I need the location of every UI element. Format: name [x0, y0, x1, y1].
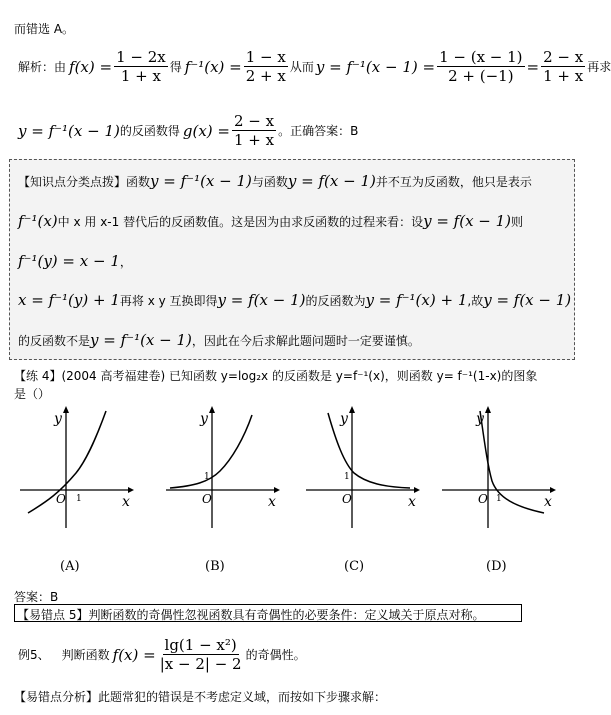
knowledge-line5 [18, 331, 420, 349]
knowledge-expr2: y = f(x − 1) [287, 172, 376, 190]
knowledge-line4 [18, 291, 571, 309]
graph-a-one: 1 [76, 494, 82, 504]
graph-c-origin: O [342, 492, 352, 506]
exercise-line2: 是（） [14, 387, 51, 401]
equals-sign: = [526, 57, 540, 76]
y2-numerator: 2 − x [543, 48, 584, 66]
graph-b-origin: O [202, 492, 212, 506]
graph-d [440, 403, 560, 533]
knowledge-expr7: y = f(x − 1) [217, 291, 306, 309]
finv-fraction [244, 48, 288, 85]
knowledge-expr3: f⁻¹(x) [18, 212, 58, 230]
graph-a-origin: O [56, 492, 66, 506]
y-fraction [437, 48, 524, 85]
answer-line: 答案：B [14, 590, 59, 604]
exercise-line1: 【练 4】(2004 高考福建卷) 已知函数 y=log₂x 的反函数是 y=f⁻¹(x)，则函数 y= f⁻¹(1-x)的图象 [14, 369, 538, 383]
analysis-tail: 再求 [587, 60, 611, 74]
knowledge-text4: 则 [511, 214, 524, 229]
g-numerator: 2 − x [234, 112, 275, 130]
finv-denominator: 2 + x [245, 67, 286, 85]
graph-d-origin: O [478, 492, 488, 506]
graph-label-a: (A) [60, 559, 80, 574]
knowledge-line2 [18, 212, 523, 230]
knowledge-text2: 并不互为反函数，他只是表示 [375, 174, 532, 189]
y-denominator: 2 + (−1) [448, 67, 514, 85]
g-fraction [232, 112, 276, 149]
graph-b-one: 1 [204, 472, 210, 482]
y-numerator: 1 − (x − 1) [439, 48, 523, 66]
graph-label-d: (D) [486, 559, 507, 574]
knowledge-expr8: y = f⁻¹(x) + 1 [365, 291, 468, 309]
g-lhs: g(x) = [182, 121, 230, 140]
knowledge-line3 [18, 252, 132, 270]
f-numerator: 1 − 2x [116, 48, 166, 66]
inverse-text1: 的反函数得 [119, 124, 180, 138]
example5-tail: 的奇偶性。 [245, 648, 306, 662]
knowledge-text7: 的反函数为 [305, 293, 366, 308]
knowledge-expr9: y = f(x − 1) [483, 291, 572, 309]
knowledge-expr6: x = f⁻¹(y) + 1 [18, 291, 120, 309]
graph-b-y-label: y [200, 411, 208, 427]
knowledge-expr5: f⁻¹(y) = x − 1 [18, 252, 120, 270]
example5-line [18, 636, 306, 673]
example5-text: 判断函数 [61, 648, 110, 662]
graph-d-one: 1 [496, 494, 502, 504]
knowledge-head: 【知识点分类点拨】函数 [18, 174, 151, 189]
knowledge-expr4: y = f(x − 1) [423, 212, 512, 230]
graph-label-c: (C) [344, 559, 365, 574]
graph-a-x-label: x [122, 494, 130, 510]
g-denominator: 1 + x [234, 131, 275, 149]
analysis-line [18, 48, 611, 85]
analysis-mid1: 得 [169, 60, 182, 74]
graph-c [304, 403, 424, 533]
graph-c-y-label: y [340, 411, 348, 427]
f-denominator: 1 + x [120, 67, 161, 85]
y-lhs: y = f⁻¹(x − 1) = [315, 57, 436, 76]
graph-b-x-label: x [268, 494, 276, 510]
knowledge-text1: 与函数 [251, 174, 288, 189]
finv-numerator: 1 − x [245, 48, 286, 66]
knowledge-line1 [18, 172, 532, 190]
finv-lhs: f⁻¹(x) = [184, 57, 242, 76]
graph-c-x-label: x [408, 494, 416, 510]
y2-fraction [541, 48, 585, 85]
graph-a-y-label: y [54, 411, 62, 427]
graph-d-x-label: x [544, 494, 552, 510]
example5-lhs: f(x) = [112, 645, 156, 664]
graph-a [18, 403, 138, 533]
knowledge-expr1: y = f⁻¹(x − 1) [150, 172, 252, 190]
analysis-label: 解析：由 [18, 60, 67, 74]
y2-denominator: 1 + x [543, 67, 584, 85]
easy-point-5: 【易错点 5】判断函数的奇偶性忽视函数具有奇偶性的必要条件：定义域关于原点对称。 [17, 608, 485, 622]
easy-point-analysis: 【易错点分析】此题常犯的错误是不考虑定义域，而按如下步骤求解： [14, 690, 387, 704]
example5-denominator: |x − 2| − 2 [159, 655, 242, 673]
knowledge-text5: ， [119, 254, 132, 269]
graph-c-one: 1 [344, 472, 350, 482]
knowledge-text3: 中 x 用 x-1 替代后的反函数值。这是因为由求反函数的过程来看：设 [57, 214, 424, 229]
inverse-line [18, 112, 358, 149]
intro-line: 而错选 A。 [14, 22, 75, 36]
graph-label-b: (B) [205, 559, 225, 574]
knowledge-text10: ，因此在今后求解此题问题时一定要谨慎。 [191, 333, 420, 348]
graph-b [164, 403, 284, 533]
example5-numerator: lg(1 − x²) [164, 636, 237, 654]
knowledge-text9: 的反函数不是 [18, 333, 91, 348]
answer-inline: 。正确答案：B [278, 124, 359, 138]
f-lhs: f(x) = [69, 57, 113, 76]
example5-fraction [158, 636, 244, 673]
knowledge-expr10: y = f⁻¹(x − 1) [90, 331, 192, 349]
knowledge-text6: 再将 x y 互换即得 [119, 293, 218, 308]
f-fraction [114, 48, 168, 85]
knowledge-text8: ,故 [467, 293, 484, 308]
analysis-mid2: 从而 [289, 60, 314, 74]
example5-label: 例5、 [18, 648, 50, 662]
graph-d-y-label: y [476, 411, 484, 427]
inverse-expr: y = f⁻¹(x − 1) [18, 121, 120, 140]
